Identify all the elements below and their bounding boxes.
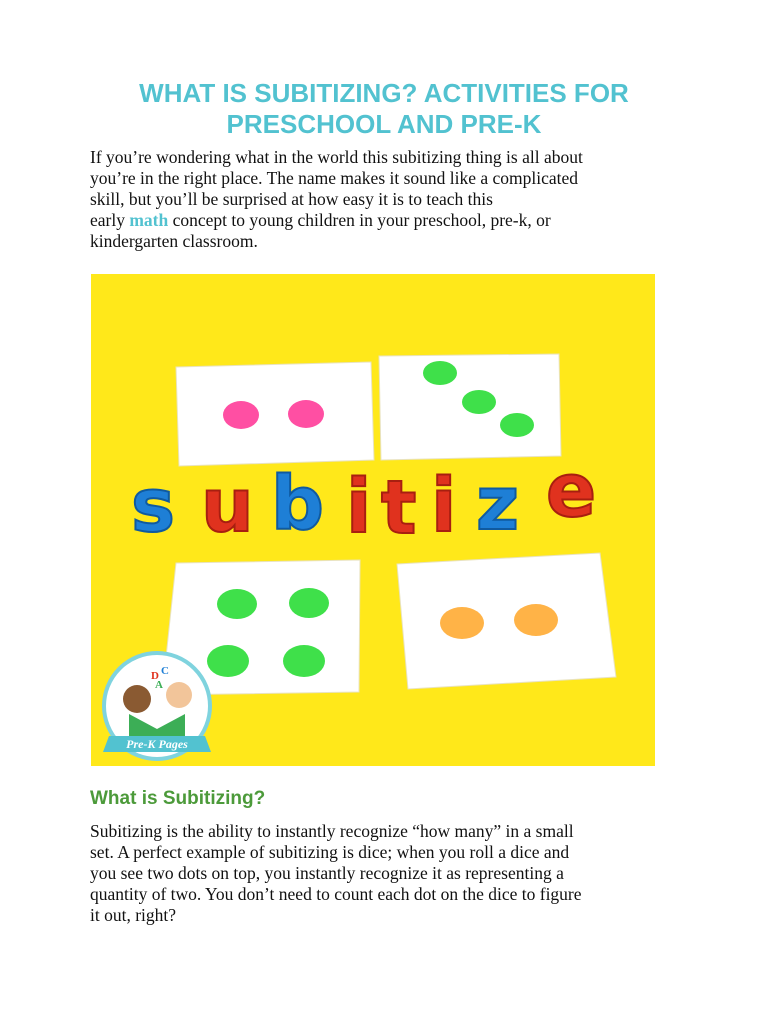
dot xyxy=(440,607,484,639)
dot xyxy=(514,604,558,636)
letter-i: i xyxy=(431,463,457,549)
child-icon xyxy=(123,685,151,713)
body-line-4: quantity of two. You don’t need to count each dot on the dice to figure xyxy=(90,884,582,904)
logo-text: Pre-K Pages xyxy=(126,737,188,751)
dot xyxy=(207,645,249,677)
intro-line-5: kindergarten classroom. xyxy=(90,231,258,251)
dot xyxy=(223,401,259,429)
card-three-green-dots xyxy=(379,354,561,460)
dot xyxy=(217,589,257,619)
intro-line-4-end: concept to young children in your preschool, pre-k, or xyxy=(168,210,551,230)
body-line-5: it out, right? xyxy=(90,905,177,925)
child-icon xyxy=(166,682,192,708)
logo-letter: D xyxy=(151,670,159,682)
card-two-orange-dots xyxy=(397,553,616,689)
dot xyxy=(462,390,496,414)
body-line-3: you see two dots on top, you instantly recognize it as representing a xyxy=(90,863,564,883)
letter-u: u xyxy=(201,463,254,549)
body-line-2: set. A perfect example of subitizing is dice; when you roll a dice and xyxy=(90,842,570,862)
subitize-illustration xyxy=(91,274,655,766)
dot xyxy=(288,400,324,428)
intro-paragraph xyxy=(90,147,690,252)
dot xyxy=(289,588,329,618)
letter-b: b xyxy=(271,461,324,547)
body-line-1: Subitizing is the ability to instantly recognize “how many” in a small xyxy=(90,821,574,841)
intro-line-1: If you’re wondering what in the world this subitizing thing is all about xyxy=(90,147,583,167)
subitize-photo xyxy=(91,274,655,766)
section-body-paragraph xyxy=(90,821,690,926)
intro-line-3: skill, but you’ll be surprised at how easy it is to teach this xyxy=(90,189,493,209)
card-two-pink-dots xyxy=(176,362,374,466)
letter-i: i xyxy=(346,464,372,550)
dot xyxy=(423,361,457,385)
intro-line-2: you’re in the right place. The name makes it sound like a complicated xyxy=(90,168,579,188)
letter-z: z xyxy=(476,461,520,547)
page-title: WHAT IS SUBITIZING? ACTIVITIES FOR PRESCHOOL AND PRE-K xyxy=(139,78,629,139)
math-link[interactable]: math xyxy=(129,210,169,230)
letter-e: e xyxy=(546,448,597,534)
section-heading: What is Subitizing? xyxy=(90,788,266,809)
letter-s: s xyxy=(131,463,176,549)
logo-letter: C xyxy=(161,665,169,677)
pre-k-pages-logo xyxy=(103,653,211,759)
dot xyxy=(283,645,325,677)
logo-letter: A xyxy=(155,679,163,691)
intro-line-4-start: early xyxy=(90,210,130,230)
letter-t: t xyxy=(381,465,417,551)
dot xyxy=(500,413,534,437)
